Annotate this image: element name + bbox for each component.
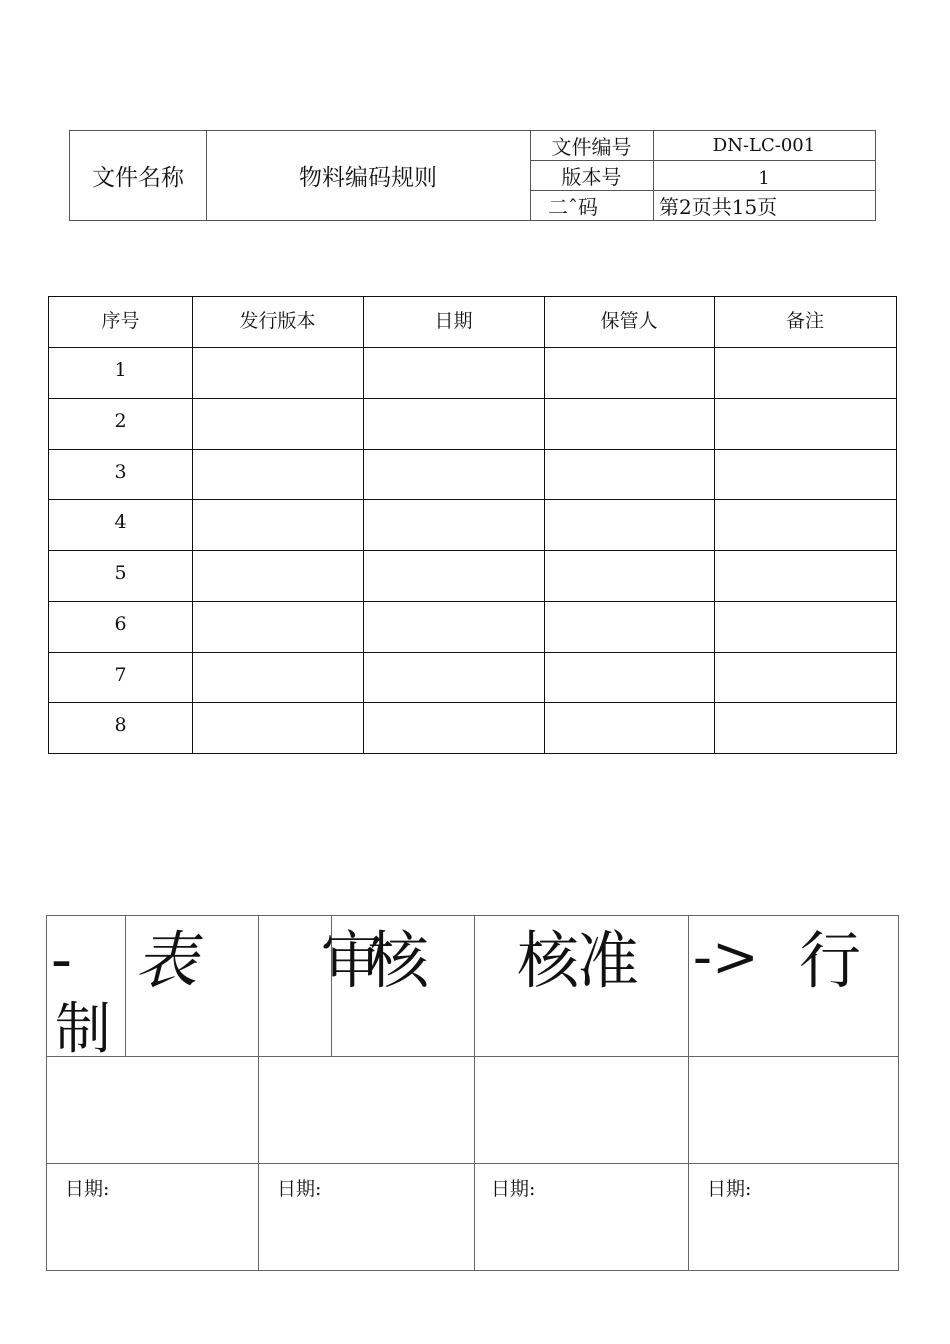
date-label-reviewed: 日期:: [277, 1178, 322, 1200]
fragment-zhi: 制: [55, 997, 111, 1062]
table-row-serial: 2: [114, 409, 127, 432]
table-row-serial: 5: [114, 561, 127, 584]
file-name-value: 物料编码规则: [299, 165, 437, 191]
column-header-release-version: 发行版本: [239, 309, 316, 332]
doc-no-value: DN-LC-001: [712, 135, 816, 156]
column-header-date: 日期: [434, 309, 473, 332]
date-label-approved: 日期:: [491, 1178, 536, 1200]
fragment-biao: 表: [135, 924, 198, 997]
document-header-table: [69, 130, 876, 221]
revision-history-table: [48, 296, 897, 754]
approval-signature-table: [46, 915, 899, 1271]
fragment-arrow: ->: [693, 925, 759, 990]
fragment-xing: 行: [799, 924, 862, 997]
table-row-serial: 1: [114, 358, 127, 381]
column-header-custodian: 保管人: [600, 309, 658, 332]
page-label: 二ˆ码: [548, 194, 598, 219]
table-row-serial: 7: [114, 663, 127, 686]
column-header-remarks: 备注: [785, 309, 824, 332]
column-header-serial: 序号: [101, 309, 140, 332]
doc-no-label: 文件编号: [551, 135, 632, 159]
table-row-serial: 6: [114, 612, 127, 635]
date-label-prepared: 日期:: [65, 1178, 110, 1200]
fragment-he-1: 核: [367, 924, 430, 997]
page-value: 第2页共15页: [659, 194, 778, 219]
fragment-zhun: 准: [577, 924, 640, 997]
date-label-executed: 日期:: [707, 1178, 752, 1200]
fragment-dash: -: [51, 922, 72, 995]
table-row-serial: 8: [114, 713, 127, 736]
fragment-he-2: 核: [517, 924, 580, 997]
table-row-serial: 4: [114, 510, 127, 533]
version-value: 1: [758, 167, 770, 189]
table-row-serial: 3: [114, 460, 127, 483]
version-label: 版本号: [561, 164, 622, 189]
file-name-label: 文件名称: [92, 165, 184, 191]
fragment-shen: 审: [321, 924, 384, 997]
